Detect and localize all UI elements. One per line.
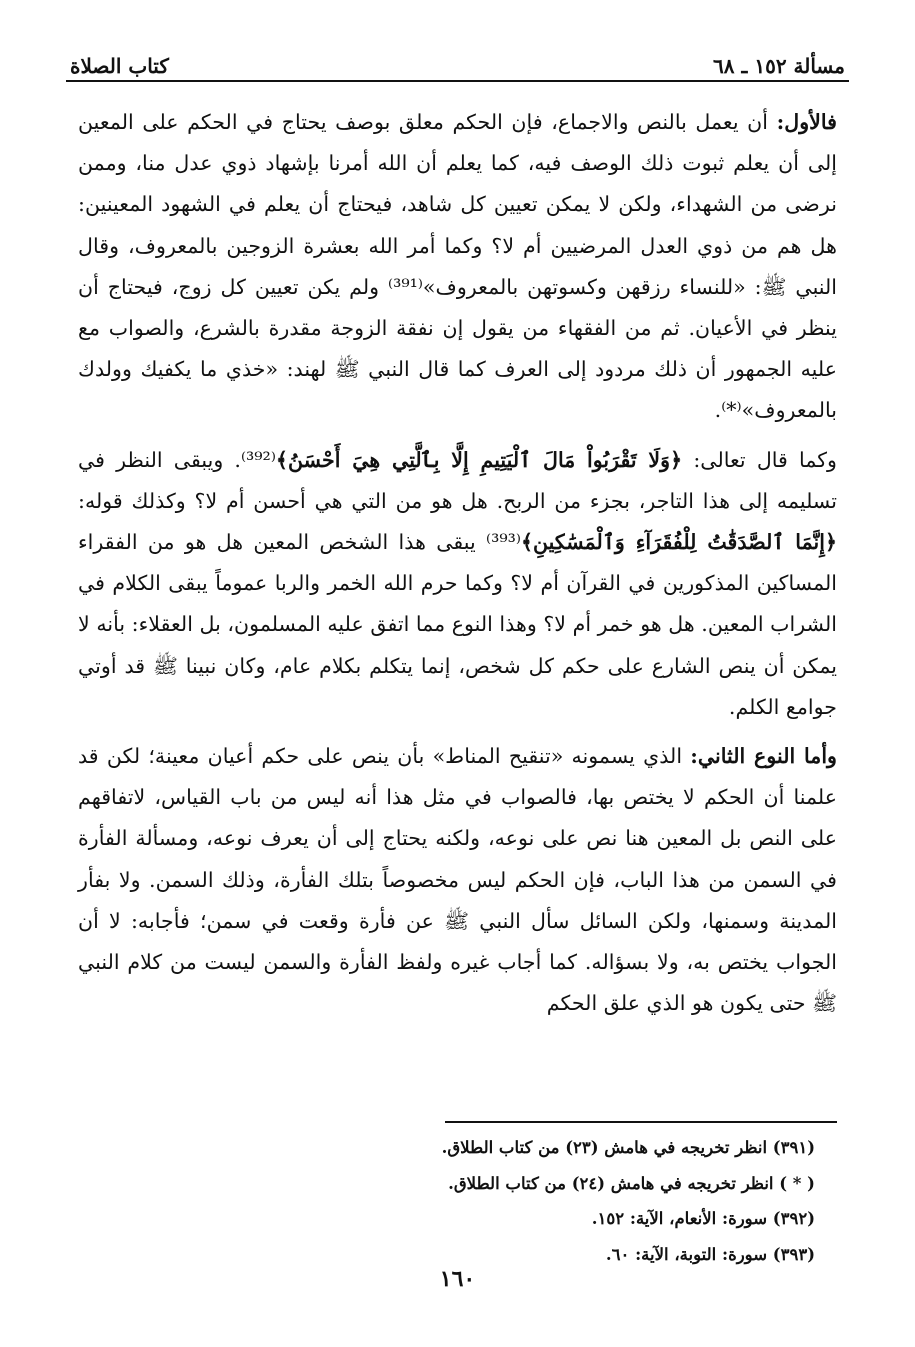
paragraph-text: ⁽³⁹²⁾. ويبقى النظر في تسليمه إلى هذا التاجر، بجزء من الربح. هل هو من التي هي أحسن أم لا؟ وكذلك قوله: [78,447,837,513]
paragraph-intro: وكما قال تعالى: [693,447,837,472]
page-number: ١٦٠ [439,1266,476,1292]
paragraph-lead: فالأول: [776,110,837,134]
paragraph-text: الذي يسمونه «تنقيح المناط» بأن ينص على حكم أعيان معينة؛ لكن قد علمنا أن الحكم لا يختص بها، فالصواب في مثل هذا أنه ليس من باب القياس، لاتفاقهم على النص بل المعين هنا نص على نوعه، ولكنه يحتاج إلى أن يعرف نوعه، ومسألة الفأرة في السمن من هذا الباب، فإن الحكم ليس مخصوصاً بتلك الفأرة، وذلك السمن. ولا بفأر المدينة وسمنها، ولكن السائل سأل النبي ﷺ عن فأرة وقعت في سمن؛ فأجابه: لا أن الجواب يختص به، ولا بسؤاله. كما أجاب غيره ولفظ الفأرة والسمن ليست من كلام النبي ﷺ حتى يكون هو الذي علق الحكم [78,744,837,1016]
footnotes [78,1130,815,1272]
paragraph-examples [78,440,837,728]
footnote-divider [445,1121,837,1123]
footnote-392: (٣٩٢) سورة: الأنعام، الآية: ١٥٢. [591,1209,815,1228]
section-reference: مسألة ١٥٢ ـ ٦٨ [713,54,845,78]
running-header [70,38,845,78]
paragraph-second-type [78,736,837,1024]
header-divider [66,80,849,82]
paragraph-first-type [78,102,837,432]
footnote-asterisk: ( * ) انظر تخريجه في هامش (٢٤) من كتاب الطلاق. [448,1173,815,1193]
paragraph-text: أن يعمل بالنص والاجماع، فإن الحكم معلق بوصف يحتاج في الحكم على المعين إلى أن يعلم ثبوت ذلك الوصف فيه، كما يعلم أن الله أمرنا بإشهاد ذوي عدل منا، وممن نرضى من الشهداء، ولكن لا يمكن تعيين كل شاهد، فيحتاج أن يعلم في الشهود المعينين: هل هم من ذوي العدل المرضيين أم لا؟ وكما أمر الله بعشرة الزوجين بالمعروف، وقال النبي ﷺ: «للنساء رزقهن وكسوتهن بالمعروف»⁽³⁹¹⁾ ولم يكن تعيين كل زوج، فيحتاج أن ينظر في الأعيان. ثم من الفقهاء من يقول إن نفقة الزوجة مقدرة بالشرع، والصواب مع عليه الجمهور أن ذلك مردود إلى العرف كما قال النبي ﷺ لهند: «خذي ما يكفيك وولدك بالمعروف»⁽*⁾. [78,110,837,423]
footnote-393: (٣٩٣) سورة: التوبة، الآية: ٦٠. [605,1244,815,1264]
quran-verse-anam: ﴿وَلَا تَقْرَبُواْ مَالَ ٱلْيَتِيمِ إِلَّا بِٱلَّتِي هِيَ أَحْسَنُ﴾ [275,447,683,472]
book-title: كتاب الصلاة [70,54,169,78]
footnote-391: (٣٩١) انظر تخريجه في هامش (٢٣) من كتاب الطلاق. [441,1138,815,1157]
paragraph-lead: وأما النوع الثاني: [690,744,837,769]
main-text [78,102,837,1024]
quran-verse-tawba: ﴿إِنَّمَا ٱلصَّدَقَٰتُ لِلْفُقَرَآءِ وَٱلْمَسَٰكِينِ﴾ [520,530,838,555]
paragraph-text: ⁽³⁹³⁾ يبقى هذا الشخص المعين هل هو من الفقراء المساكين المذكورين في القرآن أم لا؟ وكما حرم الله الخمر والربا عموماً يبقى الكلام في الشراب المعين. هل هو خمر أم لا؟ وهذا النوع مما اتفق عليه المسلمون، بل العقلاء: بأنه لا يمكن أن ينص الشارع على حكم كل شخص، إنما يتكلم بكلام عام، وكان نبينا ﷺ قد أوتي جوامع الكلم. [78,530,837,719]
